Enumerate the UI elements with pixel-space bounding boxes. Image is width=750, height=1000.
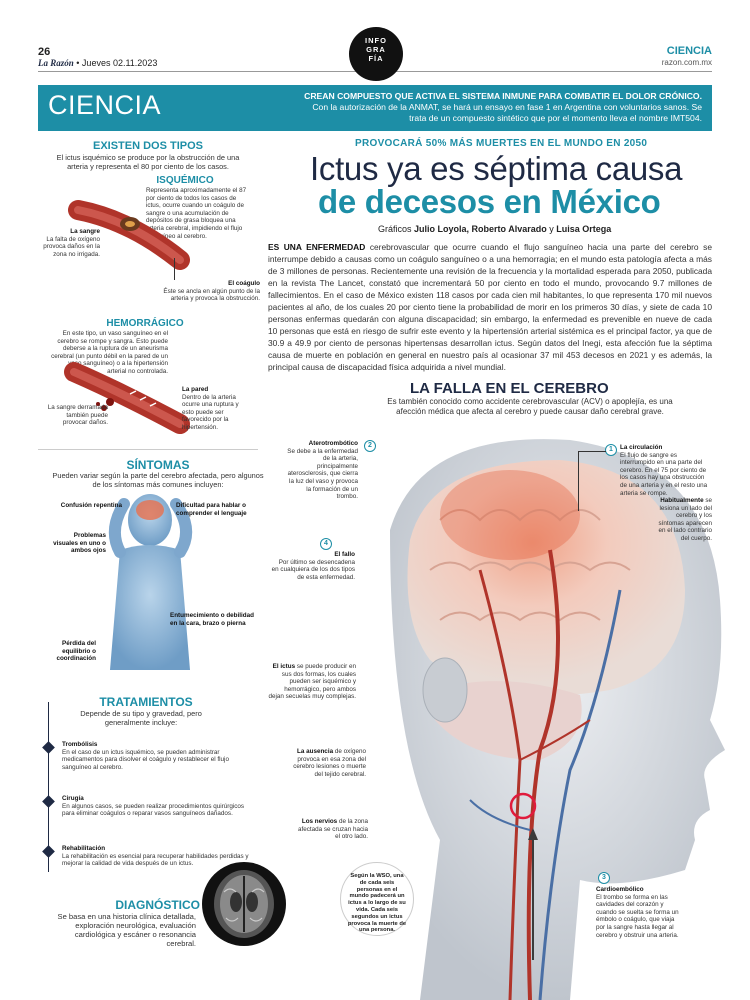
article-lead: ES UNA ENFERMEDAD xyxy=(268,242,366,252)
section-banner-title: CIENCIA xyxy=(48,90,162,120)
paper-dateline xyxy=(38,58,157,68)
callout-circulacion: La circulación El flujo de sangre es interrumpido en una parte del cerebro. En el 75 por ciento de los casos hay una obstrucción de una arteria y en el resto una arteria se rompe. xyxy=(620,444,708,497)
pared-callout: La pared Dentro de la arteria ocurre una ruptura y esto puede ser favorecido por la hipertensión. xyxy=(182,386,239,431)
sangre-derramada-callout: La sangre derramada también puede provocar daños. xyxy=(47,404,108,427)
isquemico-title: ISQUÉMICO xyxy=(156,175,214,186)
coagulo-callout: El coágulo Éste se ancla en algún punto de la arteria y provoca la obstrucción. xyxy=(163,280,260,303)
headline-line-1: Ictus ya es séptima causa xyxy=(310,150,683,187)
header-section-label: CIENCIA xyxy=(666,45,712,57)
banner-news-headline: CREAN COMPUESTO QUE ACTIVA EL SISTEMA INMUNE PARA COMBATIR EL DOLOR CRÓNICO. xyxy=(304,91,702,101)
habitualmente-callout: Habitualmente se lesiona un lado del cerebro y los síntomas aparecen en el lado contrario del cuerpo. xyxy=(658,497,712,542)
callout-number-4: 4 xyxy=(320,538,332,550)
callout-number-3: 3 xyxy=(598,872,610,884)
hemorragico-text: En este tipo, un vaso sanguíneo en el cerebro se rompe y sangra. Esto puede deberse a la ruptura de un aneurisma cerebral (un punto débil en la pared de un vaso sanguíneo) o a la hipertensión arterial no controlada. xyxy=(51,330,168,375)
headline-line-2: de decesos en México xyxy=(318,183,661,220)
callout-number-1: 1 xyxy=(605,444,617,456)
tratamientos-intro: Depende de su tipo y gravedad, pero generalmente incluye: xyxy=(80,709,202,727)
page-number: 26 xyxy=(38,46,51,58)
tipos-intro: El ictus isquémico se produce por la obstrucción de una arteria y representa el 80 por ciento de los casos. xyxy=(56,153,240,171)
ausencia-callout: La ausencia de oxígeno provoca en esa zona del cerebro lesiones o muerte del tejido cerebral. xyxy=(293,748,366,778)
badge-line: FÍA xyxy=(368,54,384,63)
infografia-badge xyxy=(349,27,403,81)
diagnostico-title: DIAGNÓSTICO xyxy=(115,898,200,912)
article-body xyxy=(268,241,712,373)
falla-subtitle: Es también conocido como accidente cerebrovascular (ACV) o apoplejía, es una afección médica que afecta al cerebro y puede causar daño cerebral grave. xyxy=(387,397,673,416)
sangre-callout: La sangre La falta de oxígeno provoca daños en la zona no irrigada. xyxy=(43,228,100,258)
graphics-credits: Gráficos Julio Loyola, Roberto Alvarado y Luisa Ortega xyxy=(378,224,612,234)
falla-title: LA FALLA EN EL CEREBRO xyxy=(410,380,609,397)
header-site-url: razon.com.mx xyxy=(661,58,712,67)
bullet-diamond-icon xyxy=(42,741,55,754)
issue-date: • Jueves 02.11.2023 xyxy=(76,58,158,68)
hemorragico-title: HEMORRÁGICO xyxy=(106,318,184,329)
divider xyxy=(38,449,258,450)
paper-name: La Razón xyxy=(38,58,74,68)
tratamiento-item: Trombólisis En el caso de un ictus isquémico, se pueden administrar medicamentos para disolver el coágulo y restablecer el flujo sanguíneo al cerebro. xyxy=(62,741,229,771)
callout-aterotrombotico: Aterotrombótico Se debe a la enfermedad de la arteria, principalmente aterosclerosis, que cierra la luz del vaso y provoca la formación de un trombo. xyxy=(287,440,358,501)
sintoma-confusion: Confusión repentina xyxy=(60,502,122,509)
article-text: cerebrovascular que ocurre cuando el flujo sanguíneo hacia una parte del cerebro se interrumpe debido a causas como un coágulo sanguíneo o a una hemorragia; en el mundo esta patología afecta a más de 3 millones de personas. Recientemente una revisión de la frecuencia y la mortalidad esperada para 2050, publicada en la revista The Lancet, constató que incrementará 50 por ciento en todo el mundo, provocando 9.7 millones de fallecimientos. En el caso de México existen 118 casos por cada cien mil habitantes, lo que representa 170 mil nuevos pacientes al año, de los cuales 20 por ciento tiene la probabilidad de morir en los primeros 30 días, y siete de cada 10 personas enfermas quedarán con alguna discapacidad; sin embargo, la enfermedad es prevenible en nueve de cada 10 personas que está en riesgo de sufrir este evento y la hipertensión arterial sistémica es el principal factor, ya que de 30.9 a 49.9 por ciento de personas hipertensas desarrollan ictus. Según datos del Inegi, esta afección fue la séptima causa de muerte en población en general en nuestro país al ocasionar 37 mil 453 decesos en 2021 y es además, la principal causa de discapacidad física adquirida a nivel mundial. xyxy=(268,242,712,372)
brain-scan-image xyxy=(202,862,286,946)
tratamiento-item: Cirugía En algunos casos, se pueden realizar procedimientos quirúrgicos para eliminar coágulos o reparar vasos sanguíneos dañados. xyxy=(62,795,245,818)
callout-cardioembolico: Cardioembólico El trombo se forma en las cavidades del corazón y cuando se suelta se forma un émbolo o coágulo, que viaja por la sangre hasta llegar al cerebro y obstruir una arteria. xyxy=(596,886,679,939)
article-kicker: PROVOCARÁ 50% MÁS MUERTES EN EL MUNDO EN 2050 xyxy=(355,138,648,149)
leader-line xyxy=(578,451,606,452)
coagulo-leader-line xyxy=(174,258,175,280)
sintomas-intro: Pueden variar según la parte del cerebro afectada, pero algunos de los síntomas más comunes incluyen: xyxy=(52,471,264,489)
nervios-callout: Los nervios de la zona afectada se cruzan hacia el otro lado. xyxy=(297,818,368,841)
artery-hemorragico-illustration xyxy=(60,362,190,442)
ictus-callout: El ictus se puede producir en sus dos formas, los cuales pueden ser isquémico y hemorrágico, pero ambos dejan secuelas muy complejas. xyxy=(268,663,356,701)
banner-news-brief xyxy=(300,91,702,124)
sintoma-entumecimiento: Entumecimiento o debilidad en la cara, brazo o pierna xyxy=(170,612,254,627)
banner-news-text: Con la autorización de la ANMAT, se hará un ensayo en fase 1 en Argentina con voluntarios sanos. Se trata de un compuesto sintético que por el momento lleva el nombre IMT504. xyxy=(312,102,702,123)
diagnostico-text: Se basa en una historia clínica detallada, exploración neurológica, evaluación cardiológica y escáner o resonancia cerebral. xyxy=(57,912,196,948)
wso-quote-bubble: Según la WSO, una de cada seis personas en el mundo padecerá un ictus a lo largo de su vida. Cada seis segundos un ictus provoca la muerte de una persona. xyxy=(340,862,414,936)
sintomas-title: SÍNTOMAS xyxy=(126,458,190,472)
sintoma-equilibrio: Pérdida del equilibrio o coordinación xyxy=(56,640,96,663)
sintoma-visuales: Problemas visuales en uno o ambos ojos xyxy=(53,532,106,555)
badge-line: GRA xyxy=(366,45,386,54)
isquemico-text: Representa aproximadamente el 87 por ciento de todos los casos de ictus, ocurre cuando un coágulo de sangre o una acumulación de depósitos de grasa bloquea una arteria cerebral, impidiendo el flujo sanguíneo al cerebro. xyxy=(146,187,247,240)
leader-line xyxy=(578,451,579,511)
bullet-diamond-icon xyxy=(42,845,55,858)
badge-line: INFO xyxy=(365,36,387,45)
sintoma-habla: Dificultad para hablar o comprender el lenguaje xyxy=(176,502,247,517)
tipos-title: EXISTEN DOS TIPOS xyxy=(92,140,204,152)
callout-number-2: 2 xyxy=(364,440,376,452)
tratamientos-title: TRATAMIENTOS xyxy=(99,695,193,709)
bullet-diamond-icon xyxy=(42,795,55,808)
tratamiento-item: Rehabilitación La rehabilitación es esencial para recuperar habilidades perdidas y mejorar la calidad de vida después de un ictus. xyxy=(62,845,249,868)
callout-fallo: El fallo Por último se desencadena en cualquiera de los dos tipos de esta enfermedad. xyxy=(271,551,355,581)
